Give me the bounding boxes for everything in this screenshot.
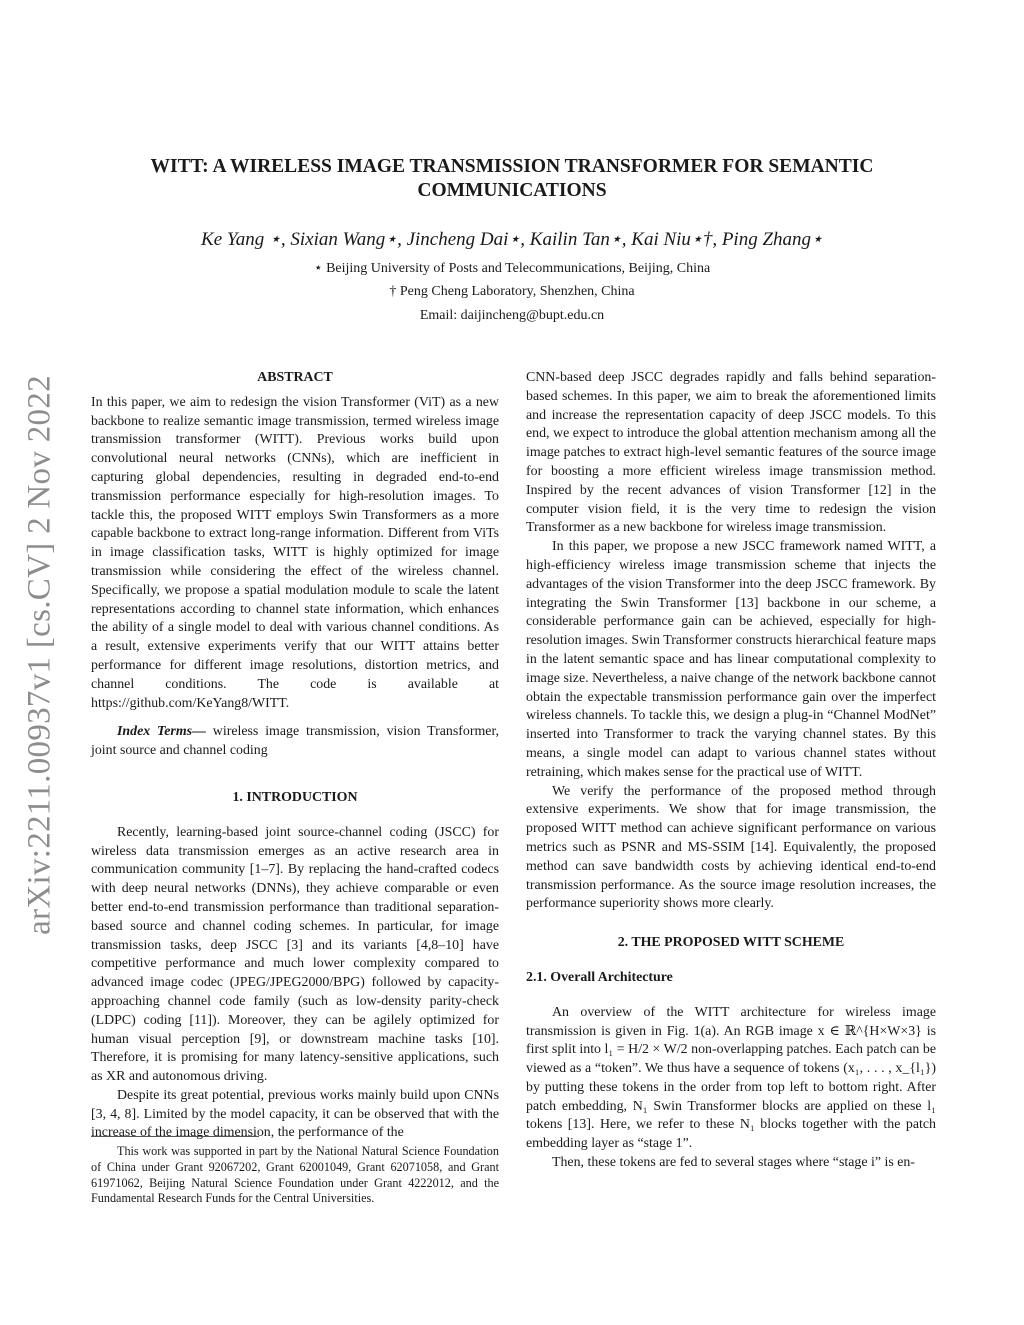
right-column: [526, 369, 936, 1173]
right-paragraph-1: CNN-based deep JSCC degrades rapidly and falls behind separation-based schemes. In this paper, we aim to break the aforementioned limits and increase the representation capacity of deep JSCC models. To this end, we expect to introduce the global attention mechanism among all the image patches to extract high-level semantic features of the source image for boosting a more efficient wireless image transmission method. Inspired by the recent advances of vision Transformer [12] in the computer vision field, it is the very time to redesign the vision Transformer as a new backbone for wireless image transmission.: [526, 370, 936, 536]
section-2-heading: 2. THE PROPOSED WITT SCHEME: [617, 935, 845, 951]
funding-footnote-text: This work was supported in part by the National Natural Science Foundation of China under Grant 92067202, Grant 62001049, Grant 62071058, and Grant 61971062, Beijing Natural Science Foundation under Grant 4222012, and the Fundamental Research Funds for the Central Universities.: [91, 1144, 499, 1206]
intro-paragraph-1: Recently, learning-based joint source-channel coding (JSCC) for wireless data transmission emerges as an active research area in communication community [1–7]. By replacing the hand-crafted codecs with deep neural networks (DNNs), they achieve comparable or even better end-to-end transmission performance than traditional separation-based source and channel coding schemes. In particular, for image transmission tasks, deep JSCC [3] and its variants [4,8–10] have competitive performance and much lower complexity compared to advanced image codec (JPEG/JPEG2000/BPG) followed by capacity-approaching channel code family (such as low-density parity-check (LDPC) coding [11]). Moreover, they can be agilely optimized for human visual perception [9], or downstream machine tasks [10]. Therefore, it is promising for many latency-sensitive applications, such as XR and autonomous driving.: [91, 824, 499, 1085]
index-terms-text: wireless image transmission, vision Transformer, joint source and channel coding: [91, 724, 499, 759]
right-paragraph-4: An overview of the WITT architecture for wireless image transmission is given in Fig. 1(a). An RGB image x ∈ ℝ^{H×W×3} is first split into l₁ = H/2 × W/2 non-overlapping patches. Each patch can be viewed as a “token”. We thus have a sequence of tokens (x₁, . . . , x_{l₁}) by putting these tokens in the order from top left to bottom right. After patch embedding, N₁ Swin Transformer blocks are applied on these l₁ tokens [13]. Here, we refer to these N₁ blocks together with the patch embedding layer as “stage 1”.: [526, 1004, 936, 1152]
right-paragraph-3: We verify the performance of the proposed method through extensive experiments. We show that for image transmission, the proposed WITT method can achieve significant performance on various metrics such as PSNR and MS-SSIM [14]. Equivalently, the proposed method can save bandwidth costs by achieving identical end-to-end transmission performance. As the source image resolution increases, the performance superiority shows more clearly.: [526, 783, 936, 912]
index-terms: [91, 723, 499, 761]
funding-footnote: [91, 1144, 499, 1207]
paper-title-line2: COMMUNICATIONS: [417, 180, 607, 201]
paper-title: [120, 155, 904, 203]
arxiv-stamp: [20, 355, 60, 955]
intro-paragraph-2: Despite its great potential, previous works mainly build upon CNNs [3, 4, 8]. Limited by the model capacity, it can be observed that with the increase of the image dimension, the performance of the: [91, 1087, 499, 1141]
section-2-1-heading: 2.1. Overall Architecture: [526, 969, 673, 985]
affiliation-bupt: ⋆ Beijing University of Posts and Telecommunications, Beijing, China: [313, 261, 711, 276]
right-paragraph-5: Then, these tokens are fed to several stages where “stage i” is en-: [552, 1155, 915, 1171]
affiliation-pengcheng: † Peng Cheng Laboratory, Shenzhen, China: [389, 284, 635, 299]
right-paragraph-2: In this paper, we propose a new JSCC framework named WITT, a high-efficiency wireless image transmission scheme that injects the advantages of the vision Transformer into the deep JSCC framework. By integrating the Swin Transformer [13] backbone in our scheme, a considerable performance gain can be achieved, especially for high-resolution images. Swin Transformer constructs hierarchical feature maps in the latent semantic space and has linear computational complexity to image size. Nevertheless, a naive change of the network backbone cannot obtain the expectable transmission performance gain over the imperfect wireless channels. To tackle this, we design a plug-in “Channel ModNet” inserted into Transformer to track the varying channel states. By this means, a single model can adapt to various channel states without retraining, which makes sense for the practical use of WITT.: [526, 539, 936, 780]
introduction-heading: 1. INTRODUCTION: [232, 789, 358, 805]
contact-email: Email: daijincheng@bupt.edu.cn: [419, 308, 605, 323]
abstract-heading: ABSTRACT: [257, 370, 333, 385]
paper-title-line1: WITT: A WIRELESS IMAGE TRANSMISSION TRANSFORMER FOR SEMANTIC: [150, 156, 874, 177]
index-terms-label: Index Terms—: [117, 724, 206, 740]
abstract-text: In this paper, we aim to redesign the vision Transformer (ViT) as a new backbone to realize semantic image transmission, termed wireless image transmission transformer (WITT). Previous works build upon convolutional neural networks (CNNs), which are inefficient in capturing global dependencies, resulting in degraded end-to-end transmission performance especially for high-resolution images. To tackle this, the proposed WITT employs Swin Transformers as a more capable backbone to extract long-range information. Different from ViTs in image classification tasks, WITT is highly optimized for image transmission while considering the effect of the wireless channel. Specifically, we propose a spatial modulation module to scale the latent representations according to channel state information, which enhances the ability of a single model to deal with various channel conditions. As a result, extensive experiments verify that our WITT attains better performance for different image resolutions, distortion metrics, and channel conditions. The code is available at https://github.com/KeYang8/WITT.: [91, 394, 499, 711]
left-column: [91, 369, 499, 1143]
arxiv-stamp-text: arXiv:2211.00937v1 [cs.CV] 2 Nov 2022: [21, 375, 58, 935]
author-list: Ke Yang ⋆, Sixian Wang⋆, Jincheng Dai⋆, Kailin Tan⋆, Kai Niu⋆†, Ping Zhang⋆: [201, 229, 823, 250]
footnote-rule: [91, 1136, 259, 1137]
